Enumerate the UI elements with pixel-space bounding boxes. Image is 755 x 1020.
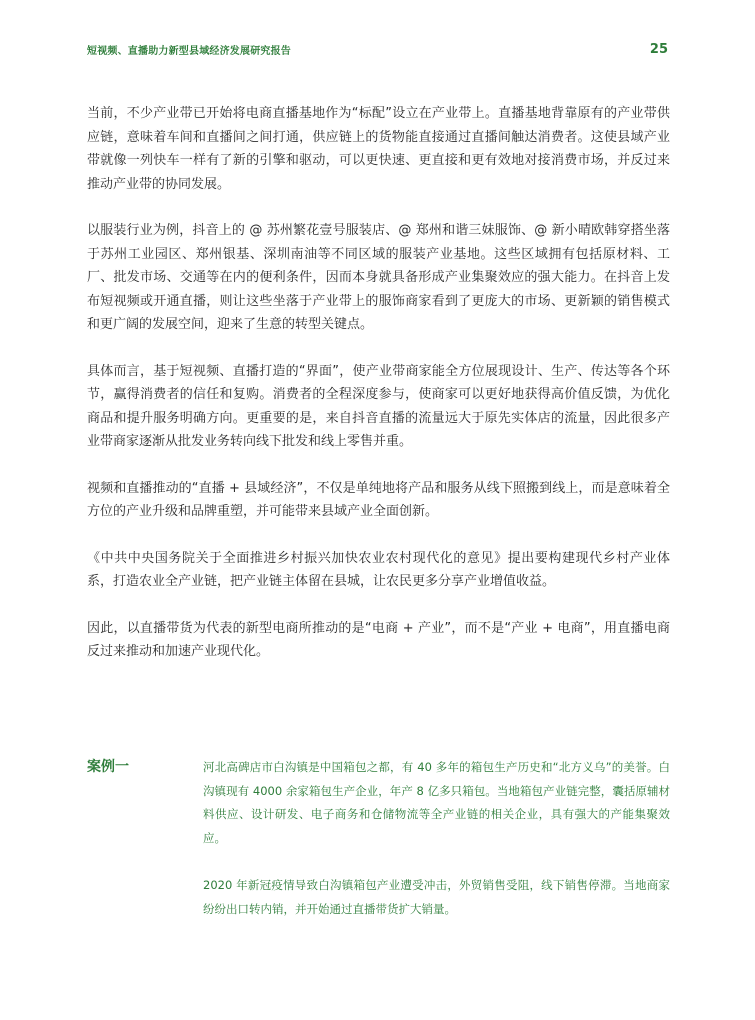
main-body bbox=[87, 102, 670, 687]
paragraph-4: 视频和直播推动的“直播 + 县域经济”，不仅是单纯地将产品和服务从线下照搬到线上，而是意味着全方位的产业升级和品牌重塑，并可能带来县域产业全面创新。 bbox=[87, 480, 670, 519]
paragraph-6: 因此，以直播带货为代表的新型电商所推动的是“电商 + 产业”，而不是“产业 + 电商”，用直播电商反过来推动和加速产业现代化。 bbox=[87, 620, 670, 659]
case-study-section bbox=[87, 756, 670, 945]
page-number: 25 bbox=[649, 41, 668, 57]
report-title: 短视频、直播助力新型县域经济发展研究报告 bbox=[87, 45, 291, 57]
case-paragraph-2: 2020 年新冠疫情导致白沟镇箱包产业遭受冲击，外贸销售受阻，线下销售停滞。当地商家纷纷出口转内销，并开始通过直播带货扩大销量。 bbox=[203, 878, 670, 916]
case-study-body bbox=[203, 756, 670, 945]
paragraph-1: 当前，不少产业带已开始将电商直播基地作为“标配”设立在产业带上。直播基地背靠原有的产业带供应链，意味着车间和直播间之间打通，供应链上的货物能直接通过直播间触达消费者。这使县域产业带就像一列快车一样有了新的引擎和驱动，可以更快速、更直接和更有效地对接消费市场，并反过来推动产业带的协同发展。 bbox=[87, 106, 670, 192]
case-study-label: 案例一 bbox=[87, 759, 129, 775]
case-paragraph-1: 河北高碑店市白沟镇是中国箱包之都，有 40 多年的箱包生产历史和“北方义乌”的美誉。白沟镇现有 4000 余家箱包生产企业，年产 8 亿多只箱包。当地箱包产业链完整，囊括原辅材料供应、设计研发、电子商务和仓储物流等全产业链的相关企业，具有强大的产能集聚效应。 bbox=[203, 760, 670, 845]
paragraph-2: 以服装行业为例，抖音上的 @ 苏州繁花壹号服装店、@ 郑州和谐三妹服饰、@ 新小晴欧韩穿搭坐落于苏州工业园区、郑州银基、深圳南油等不同区域的服装产业基地。这些区域拥有包括原材料、工厂、批发市场、交通等在内的便利条件，因而本身就具备形成产业集聚效应的强大能力。在抖音上发布短视频或开通直播，则让这些坐落于产业带上的服饰商家看到了更庞大的市场、更新颖的销售模式和更广阔的发展空间，迎来了生意的转型关键点。 bbox=[87, 223, 670, 332]
page-header bbox=[87, 38, 668, 60]
paragraph-3: 具体而言，基于短视频、直播打造的“界面”，使产业带商家能全方位展现设计、生产、传达等各个环节，赢得消费者的信任和复购。消费者的全程深度参与，使商家可以更好地获得高价值反馈，为优化商品和提升服务明确方向。更重要的是，来自抖音直播的流量远大于原先实体店的流量，因此很多产业带商家逐渐从批发业务转向线下批发和线上零售并重。 bbox=[87, 363, 670, 449]
paragraph-5: 《中共中央国务院关于全面推进乡村振兴加快农业农村现代化的意见》提出要构建现代乡村产业体系，打造农业全产业链，把产业链主体留在县城，让农民更多分享产业增值收益。 bbox=[87, 550, 670, 589]
